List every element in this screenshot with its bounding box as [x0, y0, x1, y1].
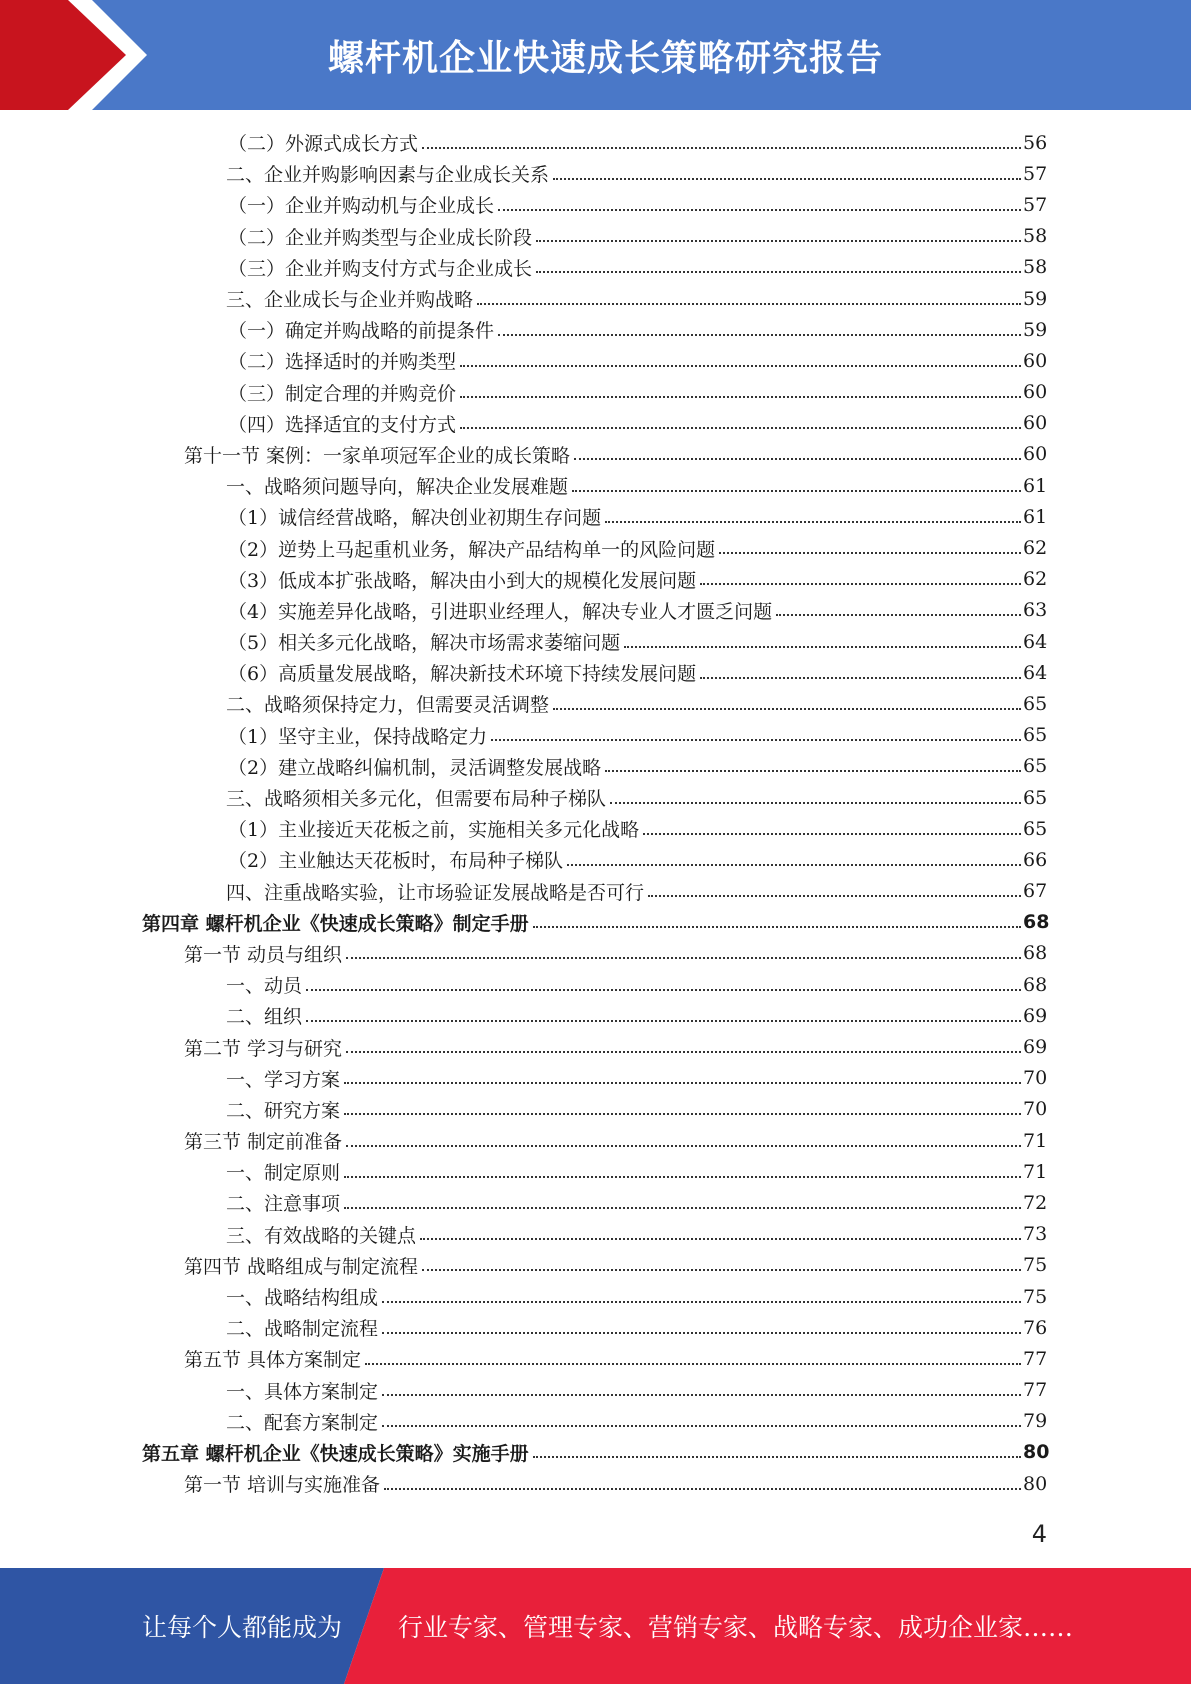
toc-entry-page: 70 [1023, 1098, 1048, 1121]
toc-entry-title: 三、有效战略的关键点 [226, 1224, 417, 1247]
toc-dot-leader [498, 334, 1021, 336]
toc-entry-page: 68 [1023, 911, 1050, 934]
toc-dot-leader [605, 521, 1021, 523]
toc-entry-title: （三）制定合理的并购竞价 [228, 382, 457, 405]
toc-entry-title: （6）高质量发展战略，解决新技术环境下持续发展问题 [228, 663, 697, 686]
toc-entry[interactable] [0, 657, 1191, 688]
toc-entry-title: 第四节 战略组成与制定流程 [184, 1255, 419, 1278]
toc-entry-title: （2）建立战略纠偏机制，灵活调整发展战略 [228, 756, 602, 779]
toc-entry[interactable] [0, 813, 1191, 844]
toc-entry-page: 67 [1023, 880, 1048, 903]
toc-entry[interactable] [0, 439, 1191, 470]
toc-entry-page: 68 [1023, 973, 1048, 996]
toc-entry[interactable] [0, 1125, 1191, 1156]
toc-entry-title: （二）外源式成长方式 [228, 133, 419, 156]
toc-dot-leader [700, 677, 1021, 679]
toc-dot-leader [382, 1425, 1021, 1427]
toc-entry[interactable] [0, 1406, 1191, 1437]
toc-entry-page: 58 [1023, 256, 1048, 279]
toc-entry-page: 60 [1023, 412, 1048, 435]
toc-entry[interactable] [0, 501, 1191, 532]
toc-entry[interactable] [0, 377, 1191, 408]
toc-entry-page: 72 [1023, 1191, 1048, 1214]
toc-entry-title: 第一节 动员与组织 [184, 943, 343, 966]
toc-dot-leader [346, 957, 1021, 959]
toc-entry-title: （2）逆势上马起重机业务，解决产品结构单一的风险问题 [228, 538, 716, 561]
toc-entry[interactable] [0, 1094, 1191, 1125]
toc-entry[interactable] [0, 1031, 1191, 1062]
toc-entry-title: （一）确定并购战略的前提条件 [228, 320, 495, 343]
toc-dot-leader [605, 770, 1021, 772]
toc-entry[interactable] [0, 252, 1191, 283]
toc-dot-leader [574, 458, 1021, 460]
toc-entry-title: 一、战略须问题导向，解决企业发展难题 [226, 476, 569, 499]
toc-entry[interactable] [0, 844, 1191, 875]
toc-entry-page: 59 [1023, 318, 1048, 341]
toc-entry-title: （一）企业并购动机与企业成长 [228, 195, 495, 218]
toc-entry-page: 62 [1023, 568, 1048, 591]
toc-entry-title: （三）企业并购支付方式与企业成长 [228, 257, 533, 280]
toc-entry-title: 一、学习方案 [226, 1068, 341, 1091]
toc-entry-page: 80 [1023, 1472, 1048, 1495]
toc-entry-page: 65 [1023, 817, 1048, 840]
toc-dot-leader [382, 1394, 1021, 1396]
toc-dot-leader [460, 365, 1021, 367]
toc-dot-leader [533, 926, 1021, 928]
toc-dot-leader [553, 178, 1021, 180]
toc-dot-leader [344, 1207, 1021, 1209]
toc-dot-leader [346, 1051, 1021, 1053]
toc-entry-page: 59 [1023, 287, 1048, 310]
toc-dot-leader [572, 490, 1021, 492]
toc-entry-title: 二、配套方案制定 [226, 1411, 379, 1434]
toc-dot-leader [382, 1301, 1021, 1303]
toc-dot-leader [610, 802, 1021, 804]
toc-entry-title: （1）坚守主业，保持战略定力 [228, 725, 488, 748]
toc-entry-title: 第二节 学习与研究 [184, 1037, 343, 1060]
toc-dot-leader [700, 583, 1021, 585]
toc-entry[interactable] [0, 876, 1191, 907]
toc-entry[interactable] [0, 532, 1191, 563]
toc-dot-leader [553, 708, 1021, 710]
toc-entry-page: 69 [1023, 1036, 1048, 1059]
toc-entry-page: 70 [1023, 1067, 1048, 1090]
toc-entry[interactable] [0, 1343, 1191, 1374]
toc-entry[interactable] [0, 1375, 1191, 1406]
toc-dot-leader [477, 303, 1021, 305]
toc-entry-title: 二、注意事项 [226, 1193, 341, 1216]
toc-entry-page: 77 [1023, 1347, 1048, 1370]
toc-entry-title: 第三节 制定前准备 [184, 1131, 343, 1154]
toc-dot-leader [420, 1238, 1021, 1240]
toc-entry-title: 二、组织 [226, 1006, 303, 1029]
toc-entry-title: 第一节 培训与实施准备 [184, 1474, 381, 1497]
toc-entry-page: 57 [1023, 193, 1048, 216]
toc-dot-leader [536, 271, 1021, 273]
toc-entry-page: 62 [1023, 537, 1048, 560]
toc-dot-leader [306, 989, 1021, 991]
toc-entry-page: 69 [1023, 1004, 1048, 1027]
toc-dot-leader [422, 1269, 1021, 1271]
toc-entry-page: 73 [1023, 1223, 1048, 1246]
toc-entry-page: 60 [1023, 349, 1048, 372]
toc-dot-leader [460, 427, 1021, 429]
toc-entry-page: 63 [1023, 599, 1048, 622]
toc-entry-page: 57 [1023, 162, 1048, 185]
toc-entry[interactable] [0, 564, 1191, 595]
toc-entry-page: 60 [1023, 443, 1048, 466]
toc-entry-page: 64 [1023, 661, 1048, 684]
toc-entry[interactable] [0, 1000, 1191, 1031]
page-number: 4 [1031, 1520, 1047, 1548]
toc-entry-title: （四）选择适宜的支付方式 [228, 413, 457, 436]
toc-entry-page: 79 [1023, 1410, 1048, 1433]
toc-entry[interactable] [0, 969, 1191, 1000]
toc-entry[interactable] [0, 314, 1191, 345]
toc-dot-leader [624, 646, 1021, 648]
toc-entry-title: 第五节 具体方案制定 [184, 1349, 362, 1372]
toc-dot-leader [344, 1113, 1021, 1115]
toc-entry[interactable] [0, 1156, 1191, 1187]
toc-entry-title: （4）实施差异化战略，引进职业经理人，解决专业人才匮乏问题 [228, 600, 773, 623]
toc-dot-leader [491, 739, 1021, 741]
page-header [0, 0, 1191, 110]
toc-entry[interactable] [0, 158, 1191, 189]
toc-entry[interactable] [0, 720, 1191, 751]
toc-entry-title: 四、注重战略实验，让市场验证发展战略是否可行 [226, 881, 645, 904]
table-of-contents [0, 127, 1191, 1499]
toc-entry-title: 第十一节 案例：一家单项冠军企业的成长策略 [184, 444, 571, 467]
toc-entry[interactable] [0, 408, 1191, 439]
toc-entry-title: 二、战略须保持定力，但需要灵活调整 [226, 694, 550, 717]
toc-entry-title: 二、企业并购影响因素与企业成长关系 [226, 164, 550, 187]
toc-dot-leader [460, 396, 1021, 398]
toc-entry-title: （1）主业接近天花板之前，实施相关多元化战略 [228, 819, 640, 842]
toc-entry[interactable] [0, 1312, 1191, 1343]
footer-slogan-right: 行业专家、管理专家、营销专家、战略专家、成功企业家…… [398, 1613, 1074, 1642]
toc-entry-title: （二）企业并购类型与企业成长阶段 [228, 226, 533, 249]
toc-entry-title: （5）相关多元化战略，解决市场需求萎缩问题 [228, 632, 621, 655]
toc-dot-leader [382, 1332, 1021, 1334]
toc-entry-title: 二、战略制定流程 [226, 1318, 379, 1341]
toc-entry-page: 65 [1023, 724, 1048, 747]
toc-entry[interactable] [0, 221, 1191, 252]
toc-entry-page: 77 [1023, 1379, 1048, 1402]
toc-dot-leader [384, 1488, 1021, 1490]
toc-entry[interactable] [0, 127, 1191, 158]
toc-entry-title: 三、企业成长与企业并购战略 [226, 289, 474, 312]
toc-entry-page: 58 [1023, 225, 1048, 248]
toc-entry-title: （2）主业触达天花板时，布局种子梯队 [228, 850, 564, 873]
toc-entry[interactable] [0, 626, 1191, 657]
toc-entry-page: 60 [1023, 381, 1048, 404]
toc-dot-leader [643, 833, 1021, 835]
page-footer [0, 1568, 1191, 1684]
toc-entry[interactable] [0, 189, 1191, 220]
toc-entry[interactable] [0, 595, 1191, 626]
toc-entry-page: 61 [1023, 505, 1048, 528]
toc-entry[interactable] [0, 1250, 1191, 1281]
toc-entry[interactable] [0, 470, 1191, 501]
toc-entry-title: 二、研究方案 [226, 1099, 341, 1122]
toc-dot-leader [344, 1176, 1021, 1178]
toc-entry-title: （二）选择适时的并购类型 [228, 351, 457, 374]
toc-entry[interactable] [0, 1437, 1191, 1468]
toc-entry-title: 一、具体方案制定 [226, 1380, 379, 1403]
toc-dot-leader [536, 240, 1021, 242]
toc-entry[interactable] [0, 751, 1191, 782]
toc-entry-page: 65 [1023, 692, 1048, 715]
toc-entry[interactable] [0, 345, 1191, 376]
toc-dot-leader [346, 1145, 1021, 1147]
toc-entry-page: 75 [1023, 1285, 1048, 1308]
toc-entry[interactable] [0, 688, 1191, 719]
toc-entry-title: 第五章 螺杆机企业《快速成长策略》实施手册 [142, 1442, 529, 1465]
toc-entry-page: 76 [1023, 1316, 1048, 1339]
toc-dot-leader [567, 864, 1021, 866]
toc-entry-page: 71 [1023, 1160, 1048, 1183]
toc-dot-leader [422, 147, 1021, 149]
toc-entry-title: 三、战略须相关多元化，但需要布局种子梯队 [226, 788, 607, 811]
toc-entry[interactable] [0, 938, 1191, 969]
toc-entry-page: 65 [1023, 755, 1048, 778]
toc-entry-page: 61 [1023, 474, 1048, 497]
toc-entry-page: 75 [1023, 1254, 1048, 1277]
toc-dot-leader [776, 614, 1021, 616]
toc-entry[interactable] [0, 1219, 1191, 1250]
toc-dot-leader [719, 552, 1021, 554]
toc-dot-leader [306, 1020, 1021, 1022]
toc-entry-page: 64 [1023, 630, 1048, 653]
toc-dot-leader [498, 209, 1021, 211]
toc-entry-page: 65 [1023, 786, 1048, 809]
report-title: 螺杆机企业快速成长策略研究报告 [327, 37, 883, 79]
toc-entry[interactable] [0, 782, 1191, 813]
toc-entry-title: （3）低成本扩张战略，解决由小到大的规模化发展问题 [228, 569, 697, 592]
toc-entry-page: 71 [1023, 1129, 1048, 1152]
toc-entry[interactable] [0, 1281, 1191, 1312]
toc-entry-title: 一、制定原则 [226, 1162, 341, 1185]
footer-slogan-left: 让每个人都能成为 [142, 1613, 343, 1642]
toc-entry-title: 第四章 螺杆机企业《快速成长策略》制定手册 [142, 912, 529, 935]
toc-entry-page: 80 [1023, 1441, 1050, 1464]
toc-dot-leader [344, 1082, 1021, 1084]
toc-entry[interactable] [0, 283, 1191, 314]
toc-entry-title: 一、动员 [226, 975, 303, 998]
toc-dot-leader [533, 1456, 1021, 1458]
toc-dot-leader [648, 895, 1021, 897]
toc-dot-leader [365, 1363, 1021, 1365]
toc-entry-page: 56 [1023, 131, 1048, 154]
toc-entry[interactable] [0, 1063, 1191, 1094]
toc-entry[interactable] [0, 1187, 1191, 1218]
toc-entry-page: 66 [1023, 848, 1048, 871]
toc-entry-title: （1）诚信经营战略，解决创业初期生存问题 [228, 507, 602, 530]
toc-entry[interactable] [0, 1468, 1191, 1499]
toc-entry[interactable] [0, 907, 1191, 938]
toc-entry-title: 一、战略结构组成 [226, 1287, 379, 1310]
toc-entry-page: 68 [1023, 942, 1048, 965]
